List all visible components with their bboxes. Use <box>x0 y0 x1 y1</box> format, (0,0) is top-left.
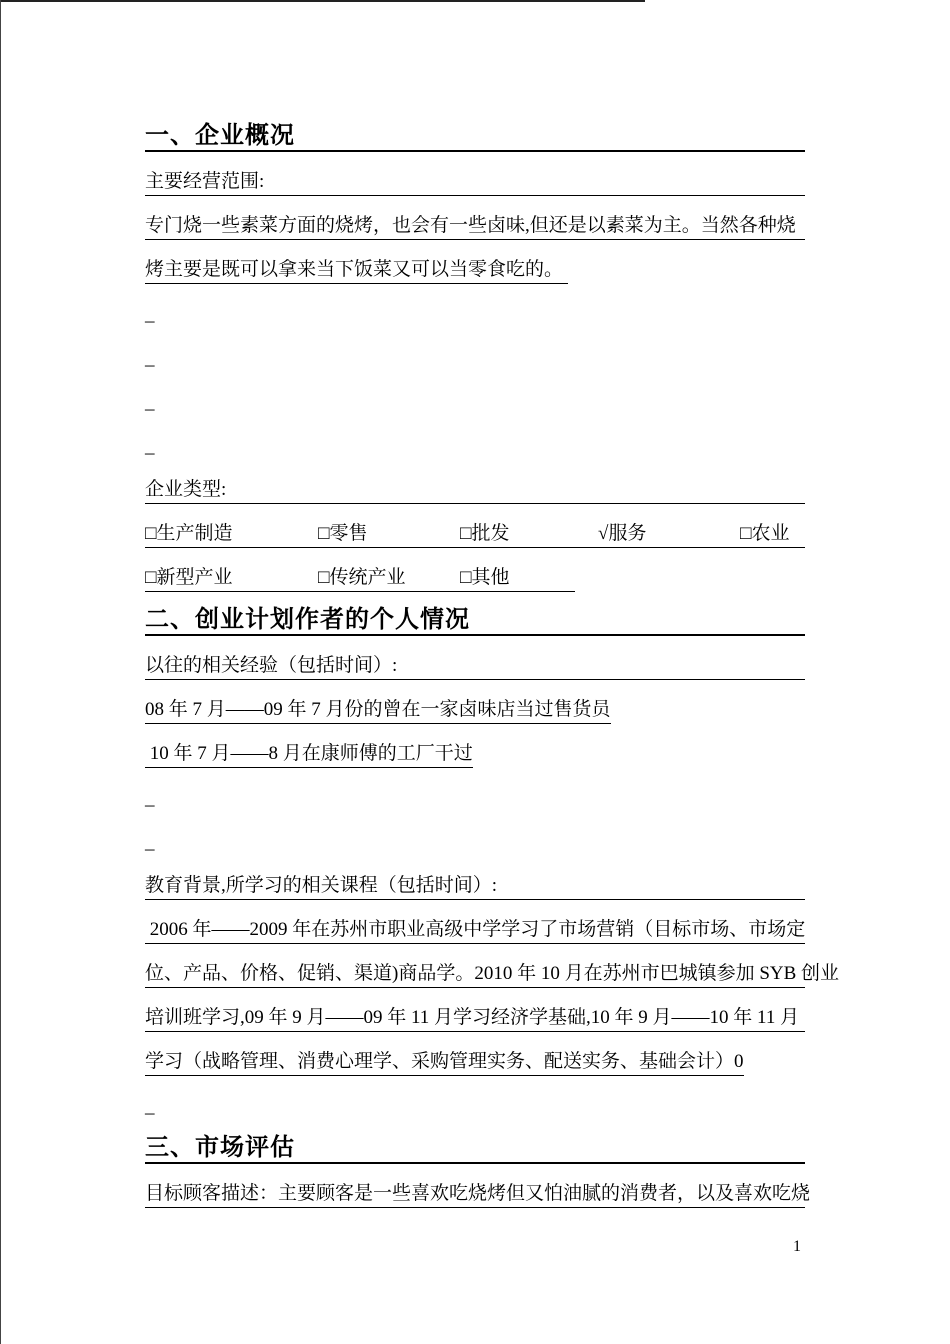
option-label: 传统产业 <box>329 567 406 588</box>
option-wholesale[interactable] <box>460 521 598 547</box>
blank-underscore: _ <box>145 436 155 457</box>
scan-edge-left-line <box>0 0 1 1344</box>
experience-line-1 <box>145 680 805 724</box>
option-label: 批发 <box>471 523 510 544</box>
option-retail[interactable] <box>318 521 460 547</box>
blank-underscore: _ <box>145 1096 155 1117</box>
education-line-4 <box>145 1032 805 1076</box>
blank-underscore: _ <box>145 304 155 325</box>
enterprise-type-label: 企业类型: <box>145 479 227 500</box>
checkbox-icon[interactable]: □ <box>460 523 472 544</box>
section-overview-heading-text: 一、企业概况 <box>145 123 295 149</box>
experience-line-2 <box>145 724 805 768</box>
checkbox-icon[interactable]: □ <box>318 567 330 588</box>
blank-line-3 <box>145 372 805 416</box>
option-service[interactable] <box>598 521 740 547</box>
checkbox-icon[interactable]: □ <box>145 523 157 544</box>
experience-text-1: 08 年 7 月——09 年 7 月份的曾在一家卤味店当过售货员 <box>145 697 611 724</box>
option-label: 新型产业 <box>156 567 233 588</box>
option-label: 其他 <box>471 567 510 588</box>
enterprise-type-row-2 <box>145 548 805 592</box>
section-overview-heading <box>145 108 805 152</box>
education-label-line <box>145 856 805 900</box>
blank-underscore: _ <box>145 348 155 369</box>
option-agriculture[interactable] <box>740 521 790 547</box>
section-author-heading-text: 二、创业计划作者的个人情况 <box>145 607 470 633</box>
education-line-2 <box>145 944 840 988</box>
experience-label: 以往的相关经验（包括时间）: <box>145 655 398 676</box>
option-label: 服务 <box>608 523 647 544</box>
target-customer-text: 目标顾客描述：主要顾客是一些喜欢吃烧烤但又怕油腻的消费者，以及喜欢吃烧 <box>145 1183 811 1204</box>
section-market-heading-text: 三、市场评估 <box>145 1135 295 1161</box>
education-text-4: 学习（战略管理、消费心理学、采购管理实务、配送实务、基础会计）0 <box>145 1049 744 1076</box>
enterprise-type-row-2-underline <box>145 548 575 592</box>
blank-line-5 <box>145 768 805 812</box>
blank-line-2 <box>145 328 805 372</box>
option-other[interactable] <box>460 565 510 591</box>
checkbox-icon[interactable]: □ <box>460 567 472 588</box>
section-author-heading <box>145 592 805 636</box>
blank-underscore: _ <box>145 392 155 413</box>
page-number: 1 <box>793 1238 801 1255</box>
option-new-industry[interactable] <box>145 565 318 591</box>
business-scope-text-1: 专门烧一些素菜方面的烧烤，也会有一些卤味,但还是以素菜为主。当然各种烧 <box>145 215 796 236</box>
page-content <box>145 108 840 1208</box>
blank-line-4 <box>145 416 805 460</box>
blank-line-1 <box>145 284 805 328</box>
business-scope-line-2 <box>145 240 805 284</box>
blank-underscore: _ <box>145 832 155 853</box>
education-label: 教育背景,所学习的相关课程（包括时间）: <box>145 875 498 896</box>
checkbox-icon[interactable]: □ <box>318 523 330 544</box>
checkbox-icon[interactable]: □ <box>740 523 752 544</box>
blank-line-7 <box>145 1076 805 1120</box>
education-text-3: 培训班学习,09 年 9 月——09 年 11 月学习经济学基础,10 年 9 月——10 年 11 月 <box>145 1007 800 1028</box>
enterprise-type-row-1 <box>145 504 805 548</box>
education-text-2: 位、产品、价格、促销、渠道)商品学。2010 年 10 月在苏州市巴城镇参加 SYB 创业 <box>145 963 840 984</box>
check-icon[interactable]: √ <box>598 523 609 544</box>
section-market-heading <box>145 1120 805 1164</box>
blank-line-6 <box>145 812 805 856</box>
blank-underscore: _ <box>145 788 155 809</box>
experience-label-line <box>145 636 805 680</box>
business-scope-line-1 <box>145 196 805 240</box>
business-scope-text-2: 烤主要是既可以拿来当下饭菜又可以当零食吃的。 <box>145 257 568 284</box>
business-scope-label: 主要经营范围: <box>145 171 265 192</box>
checkbox-icon[interactable]: □ <box>145 567 157 588</box>
scan-edge-top-line <box>0 0 645 2</box>
option-label: 生产制造 <box>156 523 233 544</box>
education-line-3 <box>145 988 805 1032</box>
enterprise-type-label-line <box>145 460 805 504</box>
education-text-1: 2006 年——2009 年在苏州市职业高级中学学习了市场营销（目标市场、市场定 <box>145 919 806 940</box>
option-manufacturing[interactable] <box>145 521 318 547</box>
option-label: 零售 <box>329 523 368 544</box>
target-customer-line <box>145 1164 811 1208</box>
option-traditional-industry[interactable] <box>318 565 460 591</box>
education-line-1 <box>145 900 805 944</box>
experience-text-2: 10 年 7 月——8 月在康师傅的工厂干过 <box>145 741 473 768</box>
business-scope-label-line <box>145 152 805 196</box>
option-label: 农业 <box>751 523 790 544</box>
